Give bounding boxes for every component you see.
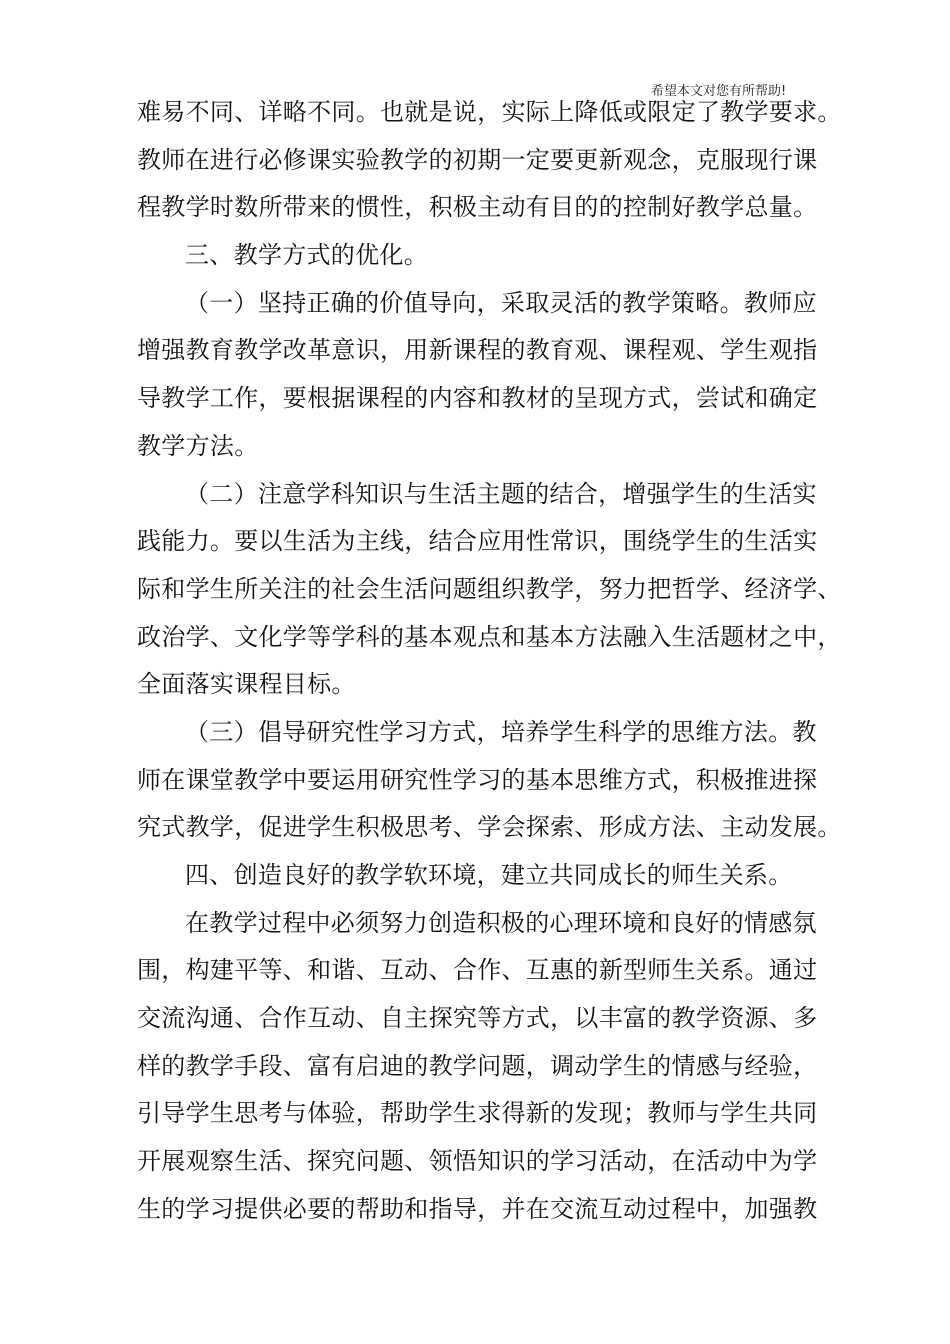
- text-line: 围，构建平等、和谐、互动、合作、互惠的新型师生关系。通过: [137, 956, 818, 985]
- text-line: 政治学、文化学等学科的基本观点和基本方法融入生活题材之中，: [137, 622, 842, 651]
- text-line: 在教学过程中必须努力创造积极的心理环境和良好的情感氛: [185, 908, 817, 937]
- text-line: 引导学生思考与体验，帮助学生求得新的发现；教师与学生共同: [137, 1099, 818, 1128]
- text-line: 生的学习提供必要的帮助和指导，并在交流互动过程中，加强教: [137, 1194, 818, 1223]
- text-line: 交流沟通、合作互动、自主探究等方式，以丰富的教学资源、多: [137, 1004, 818, 1033]
- text-line: 际和学生所关注的社会生活问题组织教学，努力把哲学、经济学、: [137, 574, 842, 603]
- text-line: 增强教育教学改革意识，用新课程的教育观、课程观、学生观指: [137, 336, 818, 365]
- text-line: （一）坚持正确的价值导向，采取灵活的教学策略。教师应: [185, 288, 817, 317]
- text-line: 难易不同、详略不同。也就是说，实际上降低或限定了教学要求。: [137, 98, 842, 126]
- text-line: 全面落实课程目标。: [137, 670, 356, 699]
- text-line: 践能力。要以生活为主线，结合应用性常识，围绕学生的生活实: [137, 527, 818, 556]
- text-line: 教学方法。: [137, 431, 259, 460]
- text-line: 程教学时数所带来的惯性，积极主动有目的的控制好教学总量。: [137, 193, 818, 222]
- text-line: 导教学工作，要根据课程的内容和教材的呈现方式，尝试和确定: [137, 384, 818, 413]
- text-line: 开展观察生活、探究问题、领悟知识的学习活动，在活动中为学: [137, 1147, 818, 1176]
- text-line: （二）注意学科知识与生活主题的结合，增强学生的生活实: [185, 479, 817, 508]
- text-line: 究式教学，促进学生积极思考、学会探索、形成方法、主动发展。: [137, 813, 842, 842]
- text-line: 三、教学方式的优化。: [185, 241, 428, 270]
- text-line: 教师在进行必修课实验教学的初期一定要更新观念，克服现行课: [137, 145, 818, 174]
- text-line: （三）倡导研究性学习方式，培养学生科学的思维方法。教: [185, 717, 817, 746]
- document-body: [137, 89, 842, 1234]
- watermark-text: 希望本文对您有所帮助!: [651, 84, 787, 99]
- text-line: 四、创造良好的教学软环境，建立共同成长的师生关系。: [185, 861, 793, 889]
- text-line: 师在课堂教学中要运用研究性学习的基本思维方式，积极推进探: [137, 765, 818, 794]
- text-line: 样的教学手段、富有启迪的教学问题，调动学生的情感与经验，: [137, 1051, 818, 1080]
